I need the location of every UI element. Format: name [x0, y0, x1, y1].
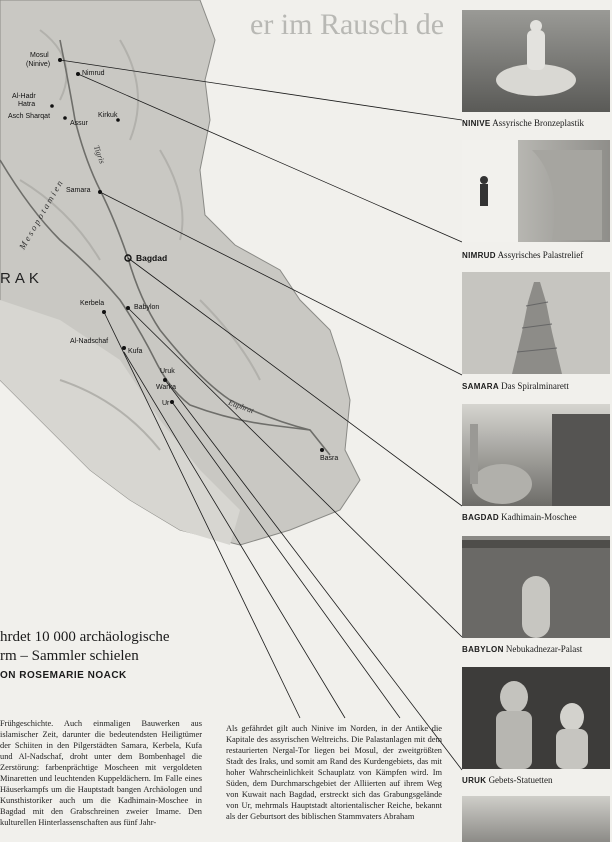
caption-text: Das Spiralminarett — [501, 381, 569, 391]
city-label-bagdad: Bagdad — [136, 253, 168, 263]
caption-uruk — [462, 775, 612, 786]
river-label-euphrat: Euphrat — [227, 397, 255, 416]
river-label-tigris: Tigris — [91, 144, 107, 165]
city-label-basra: Basra — [320, 455, 339, 462]
city-label-babylon: Babylon — [134, 304, 160, 311]
city-label-uruk: Uruk — [160, 368, 175, 375]
article-column-2: Als gefährdet gilt auch Ninive im Norden, in der Antike die Kapitale des assyrischen Weltreichs. Die Palastanlagen mit dem restaurierten Nergal-Tor liegen bei Mosul, der zweitgrößten Stadt des Iraks, und somit am Rand des Kurdengebiets, das mit hoher Wahrscheinlichkeit Schauplatz von Kämpfen wird. Im Süden, dem Durchmarschgebiet der Alliierten auf ihrem Weg von Kuwait nach Bagdad, erstreckt sich das Grabungsgelände von Ur, mehrmals Hauptstadt altorientalischer Reiche, bekannt als der Geburtsort des biblischen Stammvaters Abraham — [226, 724, 442, 821]
caption-text: Assyrische Bronzeplastik — [492, 118, 584, 128]
city-label-kerbela: Kerbela — [80, 300, 105, 307]
caption-text: Nebukadnezar-Palast — [505, 644, 583, 654]
caption-place: URUK — [462, 776, 487, 785]
caption-text: Assyrisches Palastrelief — [497, 250, 584, 260]
caption-place: BABYLON — [462, 645, 504, 654]
headline-line-1: hrdet 10 000 archäologische — [0, 629, 170, 645]
article-byline: ON ROSEMARIE NOACK — [0, 670, 127, 681]
photo-samara-minarett — [462, 272, 610, 374]
photo-nimrud-relief — [462, 140, 610, 242]
photo-extra-bottom — [462, 796, 610, 842]
city-label-kirkuk: Kirkuk — [98, 112, 118, 119]
caption-ninive — [462, 118, 612, 129]
photo-uruk-statuetten — [462, 667, 610, 769]
city-label-al-hadr: Al-Hadr — [12, 93, 36, 100]
city-label-mosul: Mosul — [30, 52, 49, 59]
city-label-ur: Ur — [162, 400, 170, 407]
city-label-nimrud: Nimrud — [82, 70, 105, 77]
city-label-asch-sharqat: Asch Sharqat — [8, 113, 51, 120]
article-column-1: Frühgeschichte. Auch einmaligen Bauwerken aus islamischer Zeit, darunter die bedeutendsten Heiligtümer der Schiiten in den Pilgerstädten Samara, Kerbela, Kufa und Al-Nadschaf, droht unter dem Bombenhagel die Zerstörung: farbenprächtige Moscheen mit vergoldeten Minaretten und leuchtenden Kuppeldächern. Im Falle eines Häuserkampfs um die Hauptstadt bangen Archäologen und Kunsthistoriker auch um die Kadhimain-Moschee in Bagdad mit den Grabschreinen zweier Imame. Den kulturellen Hinterlassenschaften aus fünf Jahr- — [0, 719, 202, 827]
caption-place: SAMARA — [462, 382, 499, 391]
photo-ninive-bronze — [462, 10, 610, 112]
caption-samara — [462, 381, 612, 392]
caption-babylon — [462, 644, 612, 655]
article-headline — [0, 628, 170, 666]
city-label-hatra: Hatra — [18, 101, 36, 108]
country-label: RAK — [0, 270, 43, 287]
caption-place: BAGDAD — [462, 513, 499, 522]
photo-babylon-palast — [462, 536, 610, 638]
caption-nimrud — [462, 250, 612, 261]
city-label-ninive: (Ninive) — [26, 61, 51, 68]
city-label-assur: Assur — [70, 120, 88, 127]
caption-place: NINIVE — [462, 119, 491, 128]
caption-place: NIMRUD — [462, 251, 496, 260]
background-headline: er im Rausch de — [250, 8, 445, 41]
headline-line-2: rm – Sammler schielen — [0, 648, 139, 664]
river-label-mesopotamien: M e s o p o t a m i e n — [17, 178, 65, 252]
caption-text: Kadhimain-Moschee — [501, 512, 577, 522]
photo-bagdad-moschee — [462, 404, 610, 506]
city-label-warka: Warka — [156, 384, 176, 391]
caption-text: Gebets-Statuetten — [488, 775, 553, 785]
city-label-kufa: Kufa — [128, 348, 143, 355]
caption-bagdad — [462, 512, 612, 523]
city-label-samara: Samara — [66, 187, 91, 194]
city-label-al-nadschaf: Al-Nadschaf — [70, 338, 109, 345]
